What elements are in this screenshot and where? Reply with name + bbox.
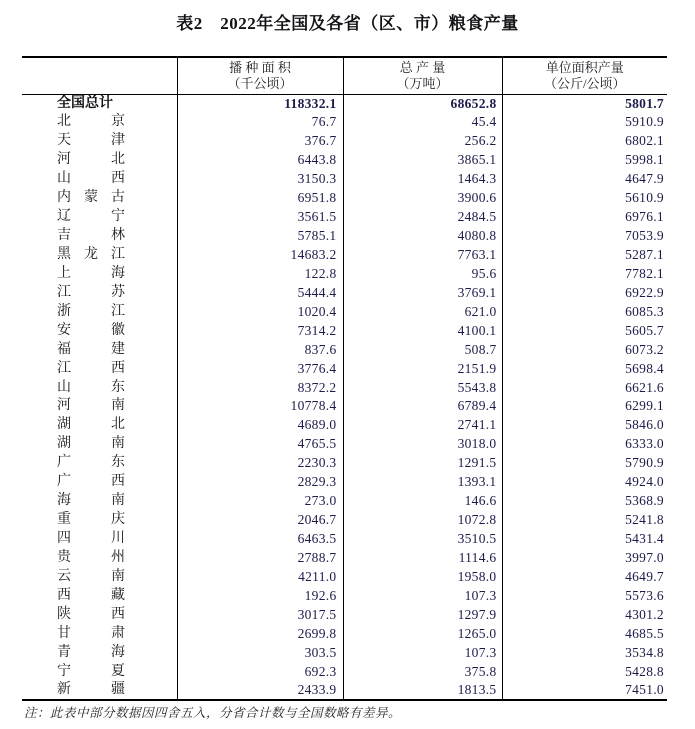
province-name-cell bbox=[22, 643, 177, 662]
total-output-cell: 107.3 bbox=[343, 586, 502, 605]
table-row bbox=[22, 340, 667, 359]
total-output-cell: 1072.8 bbox=[343, 511, 502, 530]
province-name: 上海 bbox=[57, 265, 125, 281]
total-output-header-label: 总 产 量 bbox=[399, 59, 446, 75]
sown-area-cell: 2829.3 bbox=[177, 473, 343, 492]
table-row bbox=[22, 662, 667, 681]
province-name: 四川 bbox=[57, 531, 125, 547]
table-row bbox=[22, 132, 667, 151]
province-name-cell bbox=[22, 530, 177, 549]
total-output-cell: 3018.0 bbox=[343, 435, 502, 454]
total-output-cell: 621.0 bbox=[343, 302, 502, 321]
sown-area-cell: 6951.8 bbox=[177, 189, 343, 208]
table-row bbox=[22, 473, 667, 492]
province-name: 北京 bbox=[57, 114, 125, 130]
province-name: 湖南 bbox=[57, 436, 125, 452]
unit-yield-cell: 4649.7 bbox=[625, 568, 664, 584]
table-row bbox=[22, 454, 667, 473]
table-row bbox=[22, 189, 667, 208]
table-row bbox=[22, 378, 667, 397]
table-row bbox=[22, 208, 667, 227]
total-output-cell: 2741.1 bbox=[343, 416, 502, 435]
total-output-cell: 375.8 bbox=[343, 662, 502, 681]
sown-area-cell: 3776.4 bbox=[177, 359, 343, 378]
sown-area-cell: 6443.8 bbox=[177, 151, 343, 170]
total-output-cell: 1393.1 bbox=[343, 473, 502, 492]
sown-area-cell: 2433.9 bbox=[177, 681, 343, 700]
total-output-cell: 3865.1 bbox=[343, 151, 502, 170]
province-name-cell bbox=[22, 283, 177, 302]
sown-area-cell: 5444.4 bbox=[177, 283, 343, 302]
sown-area-cell: 2230.3 bbox=[177, 454, 343, 473]
sown-area-cell: 4211.0 bbox=[177, 567, 343, 586]
unit-yield-cell: 6333.0 bbox=[625, 436, 664, 452]
unit-yield-cell: 7053.9 bbox=[625, 228, 664, 244]
table-row bbox=[22, 302, 667, 321]
total-output-cell: 1114.6 bbox=[343, 549, 502, 568]
province-name: 甘肃 bbox=[57, 625, 125, 641]
province-name-cell bbox=[22, 435, 177, 454]
table-row bbox=[22, 264, 667, 283]
sown-area-cell: 3150.3 bbox=[177, 170, 343, 189]
province-name-cell bbox=[22, 208, 177, 227]
province-name: 内蒙古 bbox=[57, 190, 125, 206]
province-name: 青海 bbox=[57, 644, 125, 660]
sown-area-cell: 118332.1 bbox=[177, 94, 343, 113]
province-name: 辽宁 bbox=[57, 209, 125, 225]
province-name-cell bbox=[22, 170, 177, 189]
unit-yield-cell: 6621.6 bbox=[625, 379, 664, 395]
table-row bbox=[22, 227, 667, 246]
total-output-cell: 508.7 bbox=[343, 340, 502, 359]
sown-area-cell: 2046.7 bbox=[177, 511, 343, 530]
province-name: 重庆 bbox=[57, 512, 125, 528]
sown-area-cell: 3561.5 bbox=[177, 208, 343, 227]
table-row bbox=[22, 605, 667, 624]
table-row bbox=[22, 435, 667, 454]
table-row bbox=[22, 94, 667, 113]
province-name-cell bbox=[22, 624, 177, 643]
table-row bbox=[22, 397, 667, 416]
province-name-cell bbox=[22, 227, 177, 246]
unit-yield-cell: 5998.1 bbox=[625, 152, 664, 168]
province-name-cell bbox=[22, 302, 177, 321]
province-name-cell bbox=[22, 681, 177, 700]
total-output-cell: 3510.5 bbox=[343, 530, 502, 549]
total-output-cell: 1291.5 bbox=[343, 454, 502, 473]
grain-production-table bbox=[22, 56, 667, 701]
unit-yield-cell: 6802.1 bbox=[625, 133, 664, 149]
province-name-cell bbox=[22, 567, 177, 586]
unit-yield-column-header bbox=[502, 57, 667, 94]
total-output-cell: 1464.3 bbox=[343, 170, 502, 189]
province-name-cell bbox=[22, 246, 177, 265]
sown-area-cell: 376.7 bbox=[177, 132, 343, 151]
total-output-cell: 146.6 bbox=[343, 492, 502, 511]
province-name-cell bbox=[22, 340, 177, 359]
sown-area-cell: 7314.2 bbox=[177, 321, 343, 340]
sown-area-cell: 14683.2 bbox=[177, 246, 343, 265]
total-output-cell: 2151.9 bbox=[343, 359, 502, 378]
sown-area-cell: 1020.4 bbox=[177, 302, 343, 321]
unit-yield-cell: 5605.7 bbox=[625, 322, 664, 338]
sown-area-cell: 4689.0 bbox=[177, 416, 343, 435]
table-row bbox=[22, 151, 667, 170]
province-column-header bbox=[22, 57, 177, 94]
table-row bbox=[22, 359, 667, 378]
total-output-cell: 1958.0 bbox=[343, 567, 502, 586]
table-header bbox=[22, 57, 667, 94]
province-name-cell bbox=[22, 264, 177, 283]
province-name: 山东 bbox=[57, 379, 125, 395]
total-output-cell: 1297.9 bbox=[343, 605, 502, 624]
province-name: 山西 bbox=[57, 171, 125, 187]
province-name-cell bbox=[22, 132, 177, 151]
province-name: 贵州 bbox=[57, 549, 125, 565]
table-row bbox=[22, 246, 667, 265]
sown-area-cell: 2699.8 bbox=[177, 624, 343, 643]
unit-yield-cell: 6073.2 bbox=[625, 341, 664, 357]
province-name: 河南 bbox=[57, 398, 125, 414]
total-output-cell: 107.3 bbox=[343, 643, 502, 662]
province-name-cell bbox=[22, 511, 177, 530]
province-name-cell bbox=[22, 605, 177, 624]
unit-yield-cell: 4924.0 bbox=[625, 474, 664, 490]
sown-area-header-unit: （千公顷） bbox=[227, 75, 293, 91]
sown-area-cell: 837.6 bbox=[177, 340, 343, 359]
province-name-cell bbox=[22, 94, 177, 113]
province-name-cell bbox=[22, 549, 177, 568]
sown-area-column-header bbox=[177, 57, 343, 94]
table-row bbox=[22, 511, 667, 530]
province-name: 浙江 bbox=[57, 303, 125, 319]
unit-yield-header-unit: （公斤/公顷） bbox=[543, 75, 626, 91]
table-row bbox=[22, 530, 667, 549]
province-name-cell bbox=[22, 113, 177, 132]
unit-yield-cell: 6922.9 bbox=[625, 284, 664, 300]
unit-yield-cell: 5428.8 bbox=[625, 663, 664, 679]
unit-yield-cell: 5698.4 bbox=[625, 360, 664, 376]
province-name: 广西 bbox=[57, 474, 125, 490]
province-name-cell bbox=[22, 454, 177, 473]
province-name: 云南 bbox=[57, 568, 125, 584]
province-name: 宁夏 bbox=[57, 663, 125, 679]
table-row bbox=[22, 586, 667, 605]
province-name-cell bbox=[22, 492, 177, 511]
total-output-cell: 68652.8 bbox=[343, 94, 502, 113]
sown-area-cell: 122.8 bbox=[177, 264, 343, 283]
province-name: 吉林 bbox=[57, 228, 125, 244]
unit-yield-cell: 4301.2 bbox=[625, 606, 664, 622]
province-name-cell bbox=[22, 586, 177, 605]
province-name-cell bbox=[22, 473, 177, 492]
table-row bbox=[22, 283, 667, 302]
unit-yield-cell: 6085.3 bbox=[625, 303, 664, 319]
province-name: 江西 bbox=[57, 360, 125, 376]
sown-area-cell: 192.6 bbox=[177, 586, 343, 605]
table-title: 表2 2022年全国及各省（区、市）粮食产量 bbox=[176, 14, 519, 33]
total-output-cell: 4100.1 bbox=[343, 321, 502, 340]
sown-area-cell: 4765.5 bbox=[177, 435, 343, 454]
total-output-cell: 3769.1 bbox=[343, 283, 502, 302]
table-row bbox=[22, 643, 667, 662]
unit-yield-cell: 7782.1 bbox=[625, 265, 664, 281]
province-name-cell bbox=[22, 321, 177, 340]
table-row bbox=[22, 492, 667, 511]
province-name: 安徽 bbox=[57, 322, 125, 338]
province-name: 陕西 bbox=[57, 606, 125, 622]
sown-area-cell: 6463.5 bbox=[177, 530, 343, 549]
province-name: 新疆 bbox=[57, 682, 125, 698]
unit-yield-cell: 4647.9 bbox=[625, 171, 664, 187]
sown-area-cell: 10778.4 bbox=[177, 397, 343, 416]
unit-yield-cell: 5573.6 bbox=[625, 587, 664, 603]
unit-yield-cell: 4685.5 bbox=[625, 625, 664, 641]
province-name-cell bbox=[22, 662, 177, 681]
province-name-cell bbox=[22, 359, 177, 378]
total-output-column-header bbox=[343, 57, 502, 94]
header-row bbox=[22, 57, 667, 94]
unit-yield-cell: 6976.1 bbox=[625, 209, 664, 225]
province-name-cell bbox=[22, 151, 177, 170]
unit-yield-cell: 7451.0 bbox=[625, 682, 664, 698]
table-row bbox=[22, 321, 667, 340]
unit-yield-cell: 3534.8 bbox=[625, 644, 664, 660]
total-output-cell: 256.2 bbox=[343, 132, 502, 151]
table-row bbox=[22, 624, 667, 643]
unit-yield-cell: 5801.7 bbox=[625, 95, 664, 111]
unit-yield-cell: 5431.4 bbox=[625, 531, 664, 547]
total-output-cell: 3900.6 bbox=[343, 189, 502, 208]
unit-yield-cell: 6299.1 bbox=[625, 398, 664, 414]
total-output-cell: 2484.5 bbox=[343, 208, 502, 227]
sown-area-cell: 303.5 bbox=[177, 643, 343, 662]
total-output-header-unit: （万吨） bbox=[396, 75, 449, 91]
sown-area-cell: 8372.2 bbox=[177, 378, 343, 397]
sown-area-cell: 273.0 bbox=[177, 492, 343, 511]
table-row bbox=[22, 549, 667, 568]
unit-yield-cell: 3997.0 bbox=[625, 549, 664, 565]
province-name: 全国总计 bbox=[57, 95, 113, 111]
unit-yield-header-label: 单位面积产量 bbox=[545, 59, 624, 75]
province-name: 西藏 bbox=[57, 587, 125, 603]
province-name: 黑龙江 bbox=[57, 246, 125, 262]
table-row bbox=[22, 567, 667, 586]
province-name-cell bbox=[22, 416, 177, 435]
unit-yield-cell: 5241.8 bbox=[625, 512, 664, 528]
total-output-cell: 4080.8 bbox=[343, 227, 502, 246]
unit-yield-cell: 5846.0 bbox=[625, 417, 664, 433]
province-name: 湖北 bbox=[57, 417, 125, 433]
table-row bbox=[22, 113, 667, 132]
unit-yield-cell: 5287.1 bbox=[625, 246, 664, 262]
total-output-cell: 1813.5 bbox=[343, 681, 502, 700]
total-output-cell: 95.6 bbox=[343, 264, 502, 283]
total-output-cell: 45.4 bbox=[343, 113, 502, 132]
sown-area-header-label: 播 种 面 积 bbox=[229, 59, 291, 75]
province-name: 海南 bbox=[57, 493, 125, 509]
province-name: 广东 bbox=[57, 455, 125, 471]
sown-area-cell: 76.7 bbox=[177, 113, 343, 132]
province-name: 福建 bbox=[57, 341, 125, 357]
unit-yield-cell: 5790.9 bbox=[625, 455, 664, 471]
total-output-cell: 1265.0 bbox=[343, 624, 502, 643]
province-name: 天津 bbox=[57, 133, 125, 149]
total-output-cell: 7763.1 bbox=[343, 246, 502, 265]
table-row bbox=[22, 416, 667, 435]
unit-yield-cell: 5910.9 bbox=[625, 114, 664, 130]
footnote: 注：此表中部分数据因四舍五入，分省合计数与全国数略有差异。 bbox=[24, 706, 402, 720]
unit-yield-cell: 5368.9 bbox=[625, 493, 664, 509]
sown-area-cell: 692.3 bbox=[177, 662, 343, 681]
province-name-cell bbox=[22, 378, 177, 397]
province-name-cell bbox=[22, 189, 177, 208]
table-row bbox=[22, 170, 667, 189]
province-name: 河北 bbox=[57, 152, 125, 168]
table-row bbox=[22, 681, 667, 700]
province-name: 江苏 bbox=[57, 284, 125, 300]
unit-yield-cell: 5610.9 bbox=[625, 190, 664, 206]
total-output-cell: 5543.8 bbox=[343, 378, 502, 397]
province-name-cell bbox=[22, 397, 177, 416]
table-body bbox=[22, 94, 667, 700]
sown-area-cell: 3017.5 bbox=[177, 605, 343, 624]
sown-area-cell: 2788.7 bbox=[177, 549, 343, 568]
sown-area-cell: 5785.1 bbox=[177, 227, 343, 246]
total-output-cell: 6789.4 bbox=[343, 397, 502, 416]
